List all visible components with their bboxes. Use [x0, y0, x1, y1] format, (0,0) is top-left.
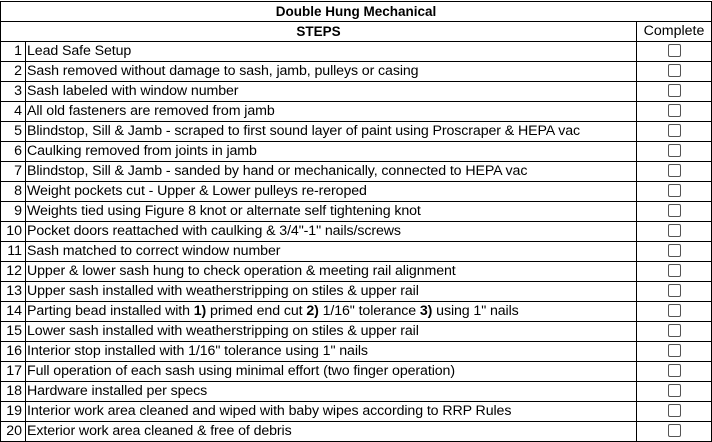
step-number: 11 — [1, 242, 26, 262]
step-text: Weights tied using Figure 8 knot or alternate self tightening knot — [27, 203, 421, 219]
step-number: 5 — [1, 122, 26, 142]
step-description — [26, 162, 637, 182]
step-description — [26, 382, 637, 402]
step-row — [1, 162, 712, 182]
complete-checkbox[interactable] — [668, 204, 681, 217]
step-description — [26, 282, 637, 302]
step-number: 15 — [1, 322, 26, 342]
step-number: 1 — [1, 42, 26, 62]
complete-cell — [637, 62, 712, 82]
complete-cell — [637, 322, 712, 342]
step-number: 20 — [1, 422, 26, 442]
complete-checkbox[interactable] — [668, 404, 681, 417]
complete-checkbox[interactable] — [668, 284, 681, 297]
step-row — [1, 282, 712, 302]
complete-checkbox[interactable] — [668, 104, 681, 117]
step-row — [1, 242, 712, 262]
step-description — [26, 82, 637, 102]
complete-cell — [637, 302, 712, 322]
complete-cell — [637, 382, 712, 402]
step-text: Pocket doors reattached with caulking & 3/4"-1" nails/screws — [27, 223, 401, 239]
complete-checkbox[interactable] — [668, 364, 681, 377]
complete-checkbox[interactable] — [668, 44, 681, 57]
step-text: primed end cut — [206, 303, 307, 319]
step-text: Interior work area cleaned and wiped with baby wipes according to RRP Rules — [27, 403, 512, 419]
step-description — [26, 42, 637, 62]
step-number: 7 — [1, 162, 26, 182]
step-number: 3 — [1, 82, 26, 102]
step-row — [1, 42, 712, 62]
complete-checkbox[interactable] — [668, 244, 681, 257]
step-number: 4 — [1, 102, 26, 122]
step-number: 14 — [1, 302, 26, 322]
complete-checkbox[interactable] — [668, 84, 681, 97]
complete-checkbox[interactable] — [668, 164, 681, 177]
step-description — [26, 422, 637, 442]
complete-checkbox[interactable] — [668, 124, 681, 137]
steps-column-header: STEPS — [1, 22, 637, 42]
checklist-table — [0, 1, 712, 442]
step-row — [1, 342, 712, 362]
complete-checkbox[interactable] — [668, 224, 681, 237]
step-text: All old fasteners are removed from jamb — [27, 103, 275, 119]
step-row — [1, 182, 712, 202]
step-description — [26, 262, 637, 282]
complete-cell — [637, 342, 712, 362]
step-number: 18 — [1, 382, 26, 402]
step-description — [26, 342, 637, 362]
step-row — [1, 422, 712, 442]
complete-checkbox[interactable] — [668, 324, 681, 337]
step-description — [26, 222, 637, 242]
complete-checkbox[interactable] — [668, 304, 681, 317]
complete-cell — [637, 242, 712, 262]
complete-checkbox[interactable] — [668, 64, 681, 77]
step-row — [1, 202, 712, 222]
step-description — [26, 122, 637, 142]
step-text: Sash removed without damage to sash, jamb, pulleys or casing — [27, 63, 419, 79]
step-text: Upper sash installed with weatherstripping on stiles & upper rail — [27, 283, 419, 299]
complete-cell — [637, 222, 712, 242]
step-row — [1, 382, 712, 402]
complete-cell — [637, 182, 712, 202]
complete-cell — [637, 162, 712, 182]
complete-checkbox[interactable] — [668, 384, 681, 397]
complete-checkbox[interactable] — [668, 184, 681, 197]
complete-checkbox[interactable] — [668, 264, 681, 277]
step-number: 12 — [1, 262, 26, 282]
step-description — [26, 182, 637, 202]
step-text: Weight pockets cut - Upper & Lower pulleys re-reroped — [27, 183, 367, 199]
checklist-title: Double Hung Mechanical — [1, 2, 712, 22]
complete-cell — [637, 362, 712, 382]
complete-cell — [637, 422, 712, 442]
step-text: Blindstop, Sill & Jamb - scraped to first sound layer of paint using Proscraper & HEPA vac — [27, 123, 580, 139]
step-row — [1, 222, 712, 242]
step-number: 16 — [1, 342, 26, 362]
step-text: Parting bead installed with — [27, 303, 194, 319]
step-text: Upper & lower sash hung to check operation & meeting rail alignment — [27, 263, 456, 279]
step-number: 9 — [1, 202, 26, 222]
step-number: 8 — [1, 182, 26, 202]
step-number: 10 — [1, 222, 26, 242]
complete-checkbox[interactable] — [668, 344, 681, 357]
step-row — [1, 122, 712, 142]
complete-cell — [637, 82, 712, 102]
complete-cell — [637, 282, 712, 302]
complete-cell — [637, 202, 712, 222]
step-row — [1, 142, 712, 162]
step-text: Sash labeled with window number — [27, 83, 239, 99]
step-number: 6 — [1, 142, 26, 162]
step-text-bold: 2) — [306, 303, 319, 319]
step-row — [1, 102, 712, 122]
step-row — [1, 402, 712, 422]
step-description — [26, 202, 637, 222]
step-text: 1/16" tolerance — [318, 303, 420, 319]
step-text: Lead Safe Setup — [27, 43, 132, 59]
step-text: Sash matched to correct window number — [27, 243, 281, 259]
step-text: Lower sash installed with weatherstripping on stiles & upper rail — [27, 323, 419, 339]
step-number: 19 — [1, 402, 26, 422]
complete-cell — [637, 42, 712, 62]
complete-cell — [637, 142, 712, 162]
step-text: Blindstop, Sill & Jamb - sanded by hand or mechanically, connected to HEPA vac — [27, 163, 528, 179]
step-text: Hardware installed per specs — [27, 383, 208, 399]
step-description — [26, 102, 637, 122]
step-row — [1, 322, 712, 342]
step-row — [1, 62, 712, 82]
step-row — [1, 302, 712, 322]
step-text: Exterior work area cleaned & free of debris — [27, 423, 292, 439]
step-text: Caulking removed from joints in jamb — [27, 143, 257, 159]
complete-checkbox[interactable] — [668, 424, 681, 437]
complete-cell — [637, 122, 712, 142]
step-description — [26, 322, 637, 342]
step-row — [1, 82, 712, 102]
complete-cell — [637, 102, 712, 122]
complete-cell — [637, 402, 712, 422]
step-number: 17 — [1, 362, 26, 382]
step-description — [26, 402, 637, 422]
step-row — [1, 362, 712, 382]
step-text-bold: 3) — [419, 303, 433, 319]
step-description — [26, 62, 637, 82]
complete-checkbox[interactable] — [668, 144, 681, 157]
complete-column-header: Complete — [637, 22, 712, 42]
step-description — [26, 362, 637, 382]
complete-cell — [637, 262, 712, 282]
step-description — [26, 242, 637, 262]
step-text: Full operation of each sash using minimal effort (two finger operation) — [27, 363, 455, 379]
step-number: 13 — [1, 282, 26, 302]
step-description — [26, 302, 637, 322]
step-number: 2 — [1, 62, 26, 82]
step-row — [1, 262, 712, 282]
step-text-bold: 1) — [193, 303, 207, 319]
step-description — [26, 142, 637, 162]
step-text: using 1" nails — [432, 303, 519, 319]
step-text: Interior stop installed with 1/16" tolerance using 1" nails — [27, 343, 368, 359]
